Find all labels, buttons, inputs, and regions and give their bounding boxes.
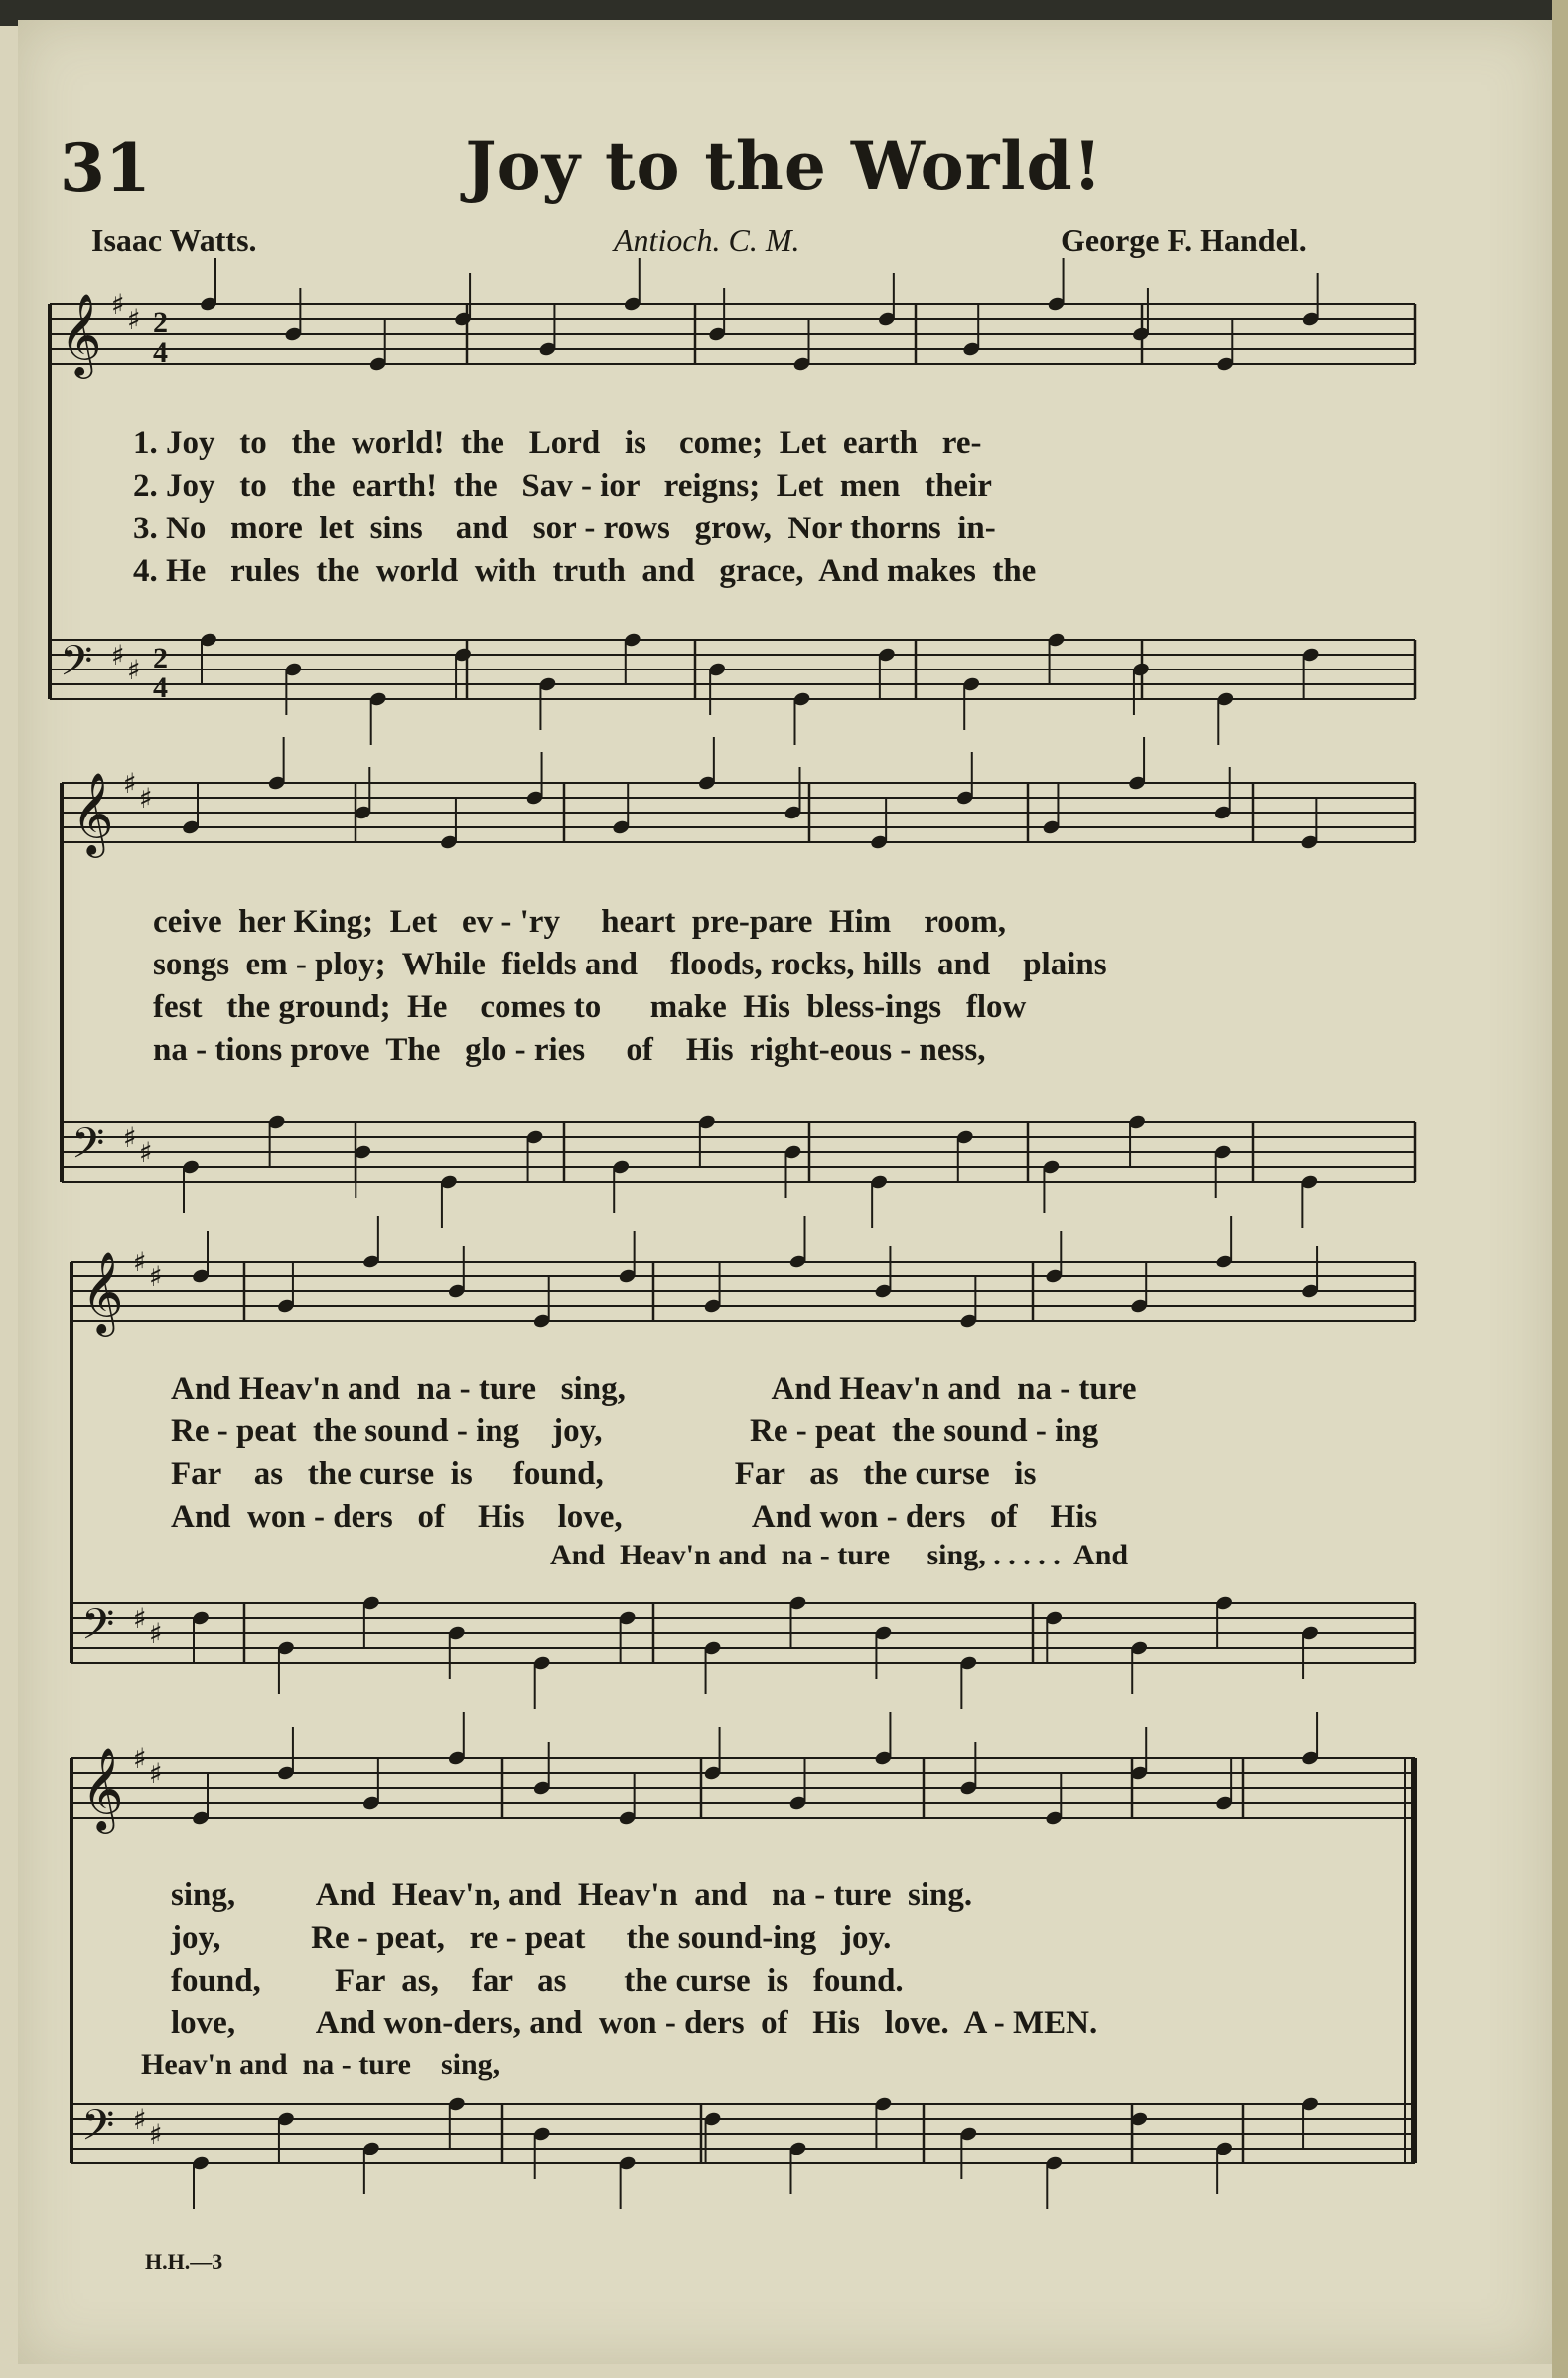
- lyric-line: 2. Joy to the earth! the Sav - ior reigns; Let men their: [133, 468, 992, 504]
- time-signature-top: 2: [153, 306, 168, 339]
- treble-clef: 𝄞: [81, 1250, 124, 1333]
- hymn-title: Joy to the World!: [465, 127, 1103, 205]
- sharp-sign: ♯: [149, 2118, 163, 2151]
- lyric-line: ceive her King; Let ev - 'ry heart pre-pare Him room,: [153, 904, 1007, 940]
- treble-clef: 𝄞: [71, 771, 114, 854]
- tune-name: Antioch. C. M.: [614, 223, 800, 258]
- lyric-line: fest the ground; He comes to make His bless-ings flow: [153, 989, 1027, 1025]
- sharp-sign: ♯: [149, 1757, 163, 1790]
- composer-credit: George F. Handel.: [1061, 223, 1307, 258]
- alto-lyric-line: And Heav'n and na - ture sing, . . . . . And: [550, 1539, 1129, 1571]
- lyric-line: Re - peat the sound - ing joy, Re - peat the sound - ing: [171, 1413, 1099, 1449]
- bass-clef: 𝄢: [60, 637, 93, 696]
- sharp-sign: ♯: [133, 1246, 147, 1278]
- sharp-sign: ♯: [127, 654, 141, 686]
- time-signature-bottom: 4: [153, 336, 168, 369]
- lyric-line: love, And won-ders, and won - ders of His love. A - MEN.: [171, 2006, 1098, 2041]
- sharp-sign: ♯: [133, 1742, 147, 1775]
- sharp-sign: ♯: [133, 2103, 147, 2136]
- lyric-line: na - tions prove The glo - ries of His right-eous - ness,: [153, 1032, 986, 1068]
- sharp-sign: ♯: [111, 288, 125, 321]
- sharp-sign: ♯: [127, 303, 141, 336]
- sharp-sign: ♯: [123, 1121, 137, 1154]
- hymn-number: 31: [60, 129, 151, 207]
- lyric-line: And won - ders of His love, And won - ders of His: [171, 1499, 1098, 1535]
- lyric-line: joy, Re - peat, re - peat the sound-ing joy.: [171, 1920, 892, 1956]
- lyric-line: And Heav'n and na - ture sing, And Heav'n and na - ture: [171, 1371, 1137, 1407]
- page-footer: H.H.—3: [145, 2249, 223, 2274]
- lyric-line: 4. He rules the world with truth and grace, And makes the: [133, 553, 1037, 589]
- lyric-line: Far as the curse is found, Far as the curse is: [171, 1456, 1037, 1492]
- bass-clef: 𝄢: [81, 1600, 115, 1660]
- lyric-line: sing, And Heav'n, and Heav'n and na - ture sing.: [171, 1877, 973, 1913]
- time-signature-bottom: 4: [153, 671, 168, 704]
- sharp-sign: ♯: [123, 767, 137, 800]
- author-credit: Isaac Watts.: [91, 223, 257, 258]
- lyric-line: 1. Joy to the world! the Lord is come; Let earth re-: [133, 425, 982, 461]
- time-signature-top: 2: [153, 642, 168, 674]
- sharp-sign: ♯: [149, 1261, 163, 1293]
- lyric-line: songs em - ploy; While fields and floods, rocks, hills and plains: [153, 947, 1107, 982]
- bass-clef: 𝄢: [81, 2101, 115, 2160]
- final-bar-thick: [1411, 1758, 1417, 2163]
- sharp-sign: ♯: [111, 639, 125, 671]
- lyric-line: 3. No more let sins and sor - rows grow, Nor thorns in-: [133, 511, 996, 546]
- alto-lyric-line: Heav'n and na - ture sing,: [141, 2048, 500, 2081]
- treble-clef: 𝄞: [81, 1746, 124, 1830]
- sharp-sign: ♯: [139, 1136, 153, 1169]
- bass-clef: 𝄢: [71, 1119, 105, 1179]
- sharp-sign: ♯: [139, 782, 153, 815]
- sharp-sign: ♯: [133, 1602, 147, 1635]
- treble-clef: 𝄞: [60, 292, 102, 375]
- sharp-sign: ♯: [149, 1617, 163, 1650]
- lyric-line: found, Far as, far as the curse is found.: [171, 1963, 904, 1999]
